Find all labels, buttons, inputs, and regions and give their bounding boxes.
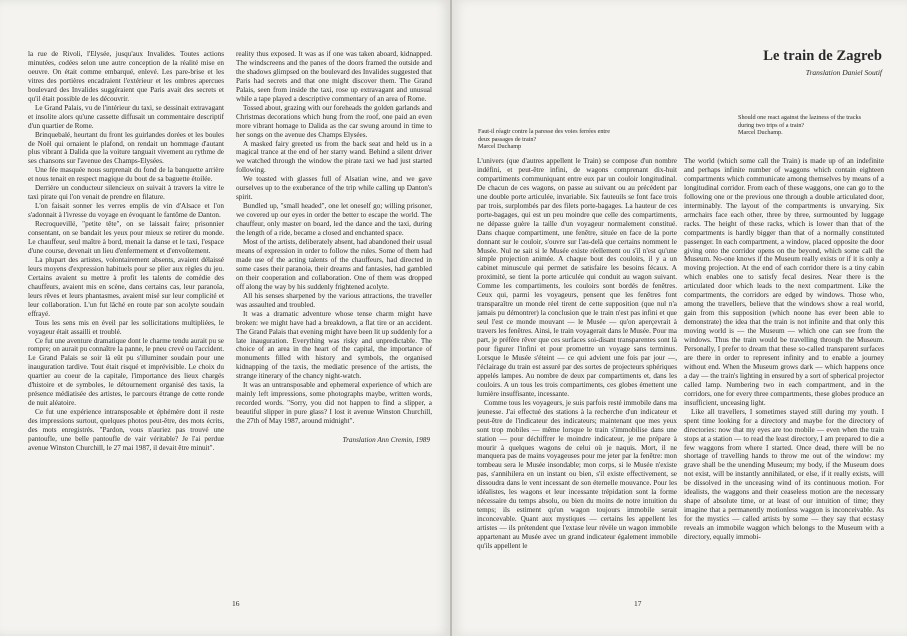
- epigraph-english: [738, 114, 883, 137]
- paragraph: la rue de Rivoli, l'Elysée, jusqu'aux Invalides. Toutes actions minutées, codées selon une autre conception de la réalité mise en oeuvre. On était comme embarqué, enlevé. Les pare-brise et les vitres des portières encadraient l'extérieur et les ombres apercues boulevard des Invalides suggéraient que Paris avait des secrets et qu'il était possible de les découvrir.: [28, 50, 224, 103]
- page-number: 17: [634, 599, 642, 608]
- left-page: [0, 0, 451, 636]
- right-page: [452, 0, 907, 636]
- paragraph: reality thus exposed. It was as if one was taken aboard, kidnapped. The windscreens and the panes of the doors framed the outside and the shadows glimpsed on the boulevard des Invalides suggested that Paris had secrets and that one might discover them. The Grand Palais, seen from inside the taxi, rose up extravagant and unusual while a tape played a descriptive commentary of an area of Rome.: [236, 50, 432, 103]
- epigraph-line: Faut-il réagir contre la paresse des voies ferrées entre: [478, 128, 610, 135]
- right-page-french-column: [477, 157, 677, 597]
- paragraph: It was a dramatic adventure whose tense charm might have broken: we might have had a breakdown, a flat tire or an accident. The Grand Palais that evening might have been lit up suddenly for a late inauguration. Everything was risky and unpredictable. The choice of an area in the heart of the capital, the importance of monuments filled with history and symbols, the organised kidnapping of the taxis, the mediatic presence of the artists, the strange itinerary of the chancy night-watch.: [236, 309, 432, 381]
- paragraph: Brinquebalé, heurtant du front les guirlandes dorées et les boules de Noël qui ornaient le plafond, on rendait un hommage d'autant plus vibrant à Dalida que la voiture tanguait vivement au rythme de ses chansons sur l'avenue des Champs-Elysées.: [28, 130, 224, 166]
- epigraph-author: Marcel Duchamp.: [738, 129, 783, 137]
- paragraph: Tous les sens mis en éveil par les sollicitations multipliées, le voyageur était assailli et troublé.: [28, 318, 224, 336]
- paragraph: L'on faisait sonner les verres emplis de vin d'Alsace et l'on s'adonnait à l'ivresse du voyage en évoquant le fantôme de Danton.: [28, 202, 224, 220]
- translator-credit: Translation Daniel Soutif: [805, 68, 882, 77]
- paragraph: Le Grand Palais, vu de l'intérieur du taxi, se dessinait extravagant et insolite alors qu'une cassette diffusait un commentaire descriptif d'un quartier de Rome.: [28, 103, 224, 130]
- epigraph-french: [478, 128, 638, 151]
- epigraph-line: Should one react against the laziness of the tracks: [738, 114, 862, 121]
- paragraph: Une fée masquée nous surprenait du fond de la banquette arrière et nous tenait en respect magique du bout de sa baguette étoilée.: [28, 166, 224, 184]
- paragraph: L'univers (que d'autres appellent le Train) se compose d'un nombre indéfini, et peut-être infini, de wagons comprenant dix-huit compartiments communiquant entre eux par un couloir longitudinal. De chacun de ces wagons, on passe au suivant ou au précédent par une double porte articulée, invariable. Six fauteuils se font face trois par trois, surplombés par des filets porte-bagages. La hauteur de ces porte-bagages, qui est un peu moindre que celle des compartiments, ne dépasse guère la taille d'un voyageur normalement constitué. Dans chaque compartiment, une fenêtre, située en face de la porte donnant sur le couloir, s'ouvre sur l'au-delà que certains nomment le Musée. Nul ne sait si le Musée existe réellement ou s'il n'est qu'une simple projection animée. A chaque bout des couloirs, il y a un cabinet minuscule qui permet de satisfaire les besoins fécaux. A proximité, se tient la porte articulée qui conduit au wagon suivant. Comme les compartiments, les couloirs sont bordés de fenêtres. Ceux qui, parmi les voyageurs, pensent que les fenêtres font transparaître un monde réel tirent de cette supposition (que nul n'a jamais pu démontrer) la conclusion que le train n'est pas infini et que seul l'est ce monde mouvant — le Musée — qu'on aperçevrait à travers les fenêtres. Ainsi, le train voyagerait dans le Musée. Pour ma part, je préfère rêver que ces surfaces soi-disant transparentes sont là pour figurer l'infini et pour promettre un voyage sans terminus. Lorsque le Musée s'éteint — ce qui advient une fois par jour —, l'éclairage du train est assuré par des sortes de projecteurs sphériques appelés lampes. Au nombre de deux par compartiments et, dans les couloirs. A un tous les trois compartiments, ces globes émettent une lumière insuffisante, incessante.: [477, 157, 677, 398]
- article-title: Le train de Zagreb: [763, 48, 882, 64]
- right-page-english-column: [684, 157, 884, 597]
- paragraph: Derrière un conducteur silencieux on suivait à travers la vitre le taxi pirate qui l'on venait de prendre en filature.: [28, 184, 224, 202]
- paragraph: Comme tous les voyageurs, je suis parfois resté immobile dans ma jeunesse. J'ai effectué des stations à la recherche d'un indicateur et peut-être de l'indicateur des indicateurs; maintenant que mes yeux sont trop mobiles — même lorsque le train s'immobilise dans une station — pour déchiffrer le moindre indicateur, je me prépare à mourir à quelques wagons de celui où je naquis. Mort, il ne manquera pas de mains voyageuses pour me jeter par la fenêtre: mon tombeau sera le Musée insondable; mon corps, si le Musée n'existe pas, s'annihilera en un instant ou bien, s'il existe effectivement, se dissoudra dans le vent incessant de son éternelle mouvance. Pour les idéalistes, les wagons et leur incessante trépidation sont la forme nécessaire du temps absolu, ou bien du moins de notre intuition du temps; ils estiment qu'un wagon toujours immobile serait inconcevable. Quant aux mystiques — certains les appellent les artistes — ils prétendent que l'extase leur révèle un wagon immobile appartenant au Musée avec un grand indicateur également immobile qu'ils appellent le: [477, 398, 677, 550]
- epigraph-line: deux passages de train?: [478, 135, 537, 143]
- left-page-english-column: [236, 50, 432, 590]
- paragraph: The world (which some call the Train) is made up of an indefinite and perhaps infinite number of waggons which contain eighteen compartments which communicate among themselves by means of a longitudinal corridor. From each of these waggons, one can go to the following one or the previous one through a double articulated door, interminably. The layout of the compartments is unvarying. Six armchairs face each other, three by three, surmounted by luggage racks. The height of these racks, which is lower than that of the compartments is hardly bigger than that of a normally constituted passenger. In each compartment, a window, placed opposite the door giving onto the corridor opens on the beyond, which some call the Museum. No-one knows if the Museum really exists or if it is only a moving projection. At the end of each corridor there is a tiny cabin which enables one to satisfy fecal desires. Near there is the articulated door which leads to the next compartment. Like the compartments, the corridors are edged by windows. Those who, among the travellers, believe that the windows show a real world, gain from this supposition (which noone has ever been able to demonstrate) the idea that the train is not infinite and that only this moving world is — the Museum — which one can see from the windows. Thus the train would be travelling through the Museum. Personally, I prefer to dream that these so-called transparent surfaces are there in order to represent infinity and to enable a journey without end. When the Museum grows dark — which happens once a day — the train's lighting in ensured by a sort of spherical projector called lamp. Numbering two in each compartment, and in the corridors, one for every three compartments, these globes produce an insufficient, unceasing light.: [684, 157, 884, 407]
- paragraph: A masked fairy greeted us from the back seat and held us in a magical trance at the end of her starry wand. Behind a silent driver we watched through the window the pirate taxi we had just started following.: [236, 139, 432, 175]
- paragraph: Like all travellers, I sometimes stayed still during my youth. I spent time looking for a directory and maybe for the directory of directories: now that my eyes are too mobile — even when the train stops at a station — to read the least directory, I am prepared to die a few waggons from where I started. Once dead, there will be no shortage of travelling hands to throw me out of the window: my grave shall be the unending Museum; my body, if the Museum does not exist, will be instantly annihilated, or else, if it really exists, will be dissolved in the unceasing wind of its continuous motion. For idealists, the waggons and their ceaseless motion are the necessary shape of absolute time, or at least of our intuition of time; they imagine that a permanently motionless waggon is inconceivable. As for the mystics — called artists by some — they say that ecstasy reveals an immobile waggon which belongs to the Museum with a directory, equally immobi-: [684, 407, 884, 542]
- paragraph: Most of the artists, deliberately absent, had abandoned their usual means of expression in order to follow the rules. Some of them had made use of the acting talents of the chauffeurs, had directed in some cases their paranoia, their dreams and fantasies, had gambled on their cooperation and collaboration. One of them was dropped off along the way by his suddenly frightened acolyte.: [236, 238, 432, 291]
- translation-credit: Translation Ann Cremin, 1989: [342, 436, 430, 445]
- page-number: 16: [232, 599, 240, 608]
- paragraph: All his senses sharpened by the various attractions, the traveller was assaulted and troubled.: [236, 291, 432, 309]
- paragraph: Tossed about, grazing with our foreheads the golden garlands and Christmas decorations which hung from the roof, one paid an even more vibrant homage to Dalida as the car swung around in time to her songs on the avenue des Champs Elysées.: [236, 103, 432, 139]
- paragraph: La plupart des artistes, volontairement absents, avaient délaissé leurs moyens d'expression habituels pour se plier aux règles du jeu. Certains avaient su mettre à profit les talents de comédie des chauffeurs, avaient mis en scène, dans certains cas, leur paranoïa, leurs rêves et leurs phantasmes, avaient misé sur leur complicité et leur collaboration. L'un fut lâché en route par son acolyte soudain effrayé.: [28, 255, 224, 318]
- paragraph: It was an untransposable and ephemeral experience of which are mainly left impressions, some photographs maybe, written words, recorded words. "Sorry, you did not happen to find a slipper, a beautiful slipper in pure glass? I lost it avenue Winston Churchill, the 27th of May 1987, around midnight".: [236, 381, 432, 426]
- left-page-french-column: [28, 50, 224, 570]
- paragraph: Ce fut une aventure dramatique dont le charme tendu aurait pu se rompre; on aurait pu connaître la panne, le pneu crevé ou l'accident. Le Grand Palais se soir là eût pu s'illuminer soudain pour une inauguration tardive. Tout était risqué et imprévisible. Le choix du quartier au coeur de la capitale, l'importance des lieux chargés d'histoire et de symboles, le détournement organisé des taxis, la présence médiatisée des artistes, le parcours étrange de cette ronde de nuit aléatoire.: [28, 336, 224, 408]
- paragraph: Bundled up, "small headed", one let oneself go; willing prisoner, we covered up our eyes in order the better to escape the world. The chauffeur, only master on board, led the dance and the taxi, during the length of a ride, became a closed and enchanted space.: [236, 202, 432, 238]
- epigraph-line: during two trips of a train?: [738, 121, 805, 129]
- epigraph-author: Marcel Duchamp: [478, 143, 522, 151]
- paragraph: We toasted with glasses full of Alsatian wine, and we gave ourselves up to the exuberance of the trip while calling up Danton's spirit.: [236, 175, 432, 202]
- paragraph: Ce fut une expérience intransposable et éphémère dont il reste des impressions surtout, quelques photos peut-être, des mots écrits, des mots enregistrés. "Pardon, vous n'auriez pas trouvé une pantoufle, une belle pantoufle de vair véritable? Je l'ai perdue avenue Winston Churchill, le 27 mai 1987, il devait être minuit".: [28, 408, 224, 452]
- paragraph: Recroquevillé, "petite tête", on se laissait faire; prisonnier consentant, on se bandait les yeux pour mieux se retirer du monde. Le chauffeur, seul maître à bord, menait la danse et le taxi, l'espace d'une course, devenait un lieu d'enfermement et d'envoûtement.: [28, 220, 224, 255]
